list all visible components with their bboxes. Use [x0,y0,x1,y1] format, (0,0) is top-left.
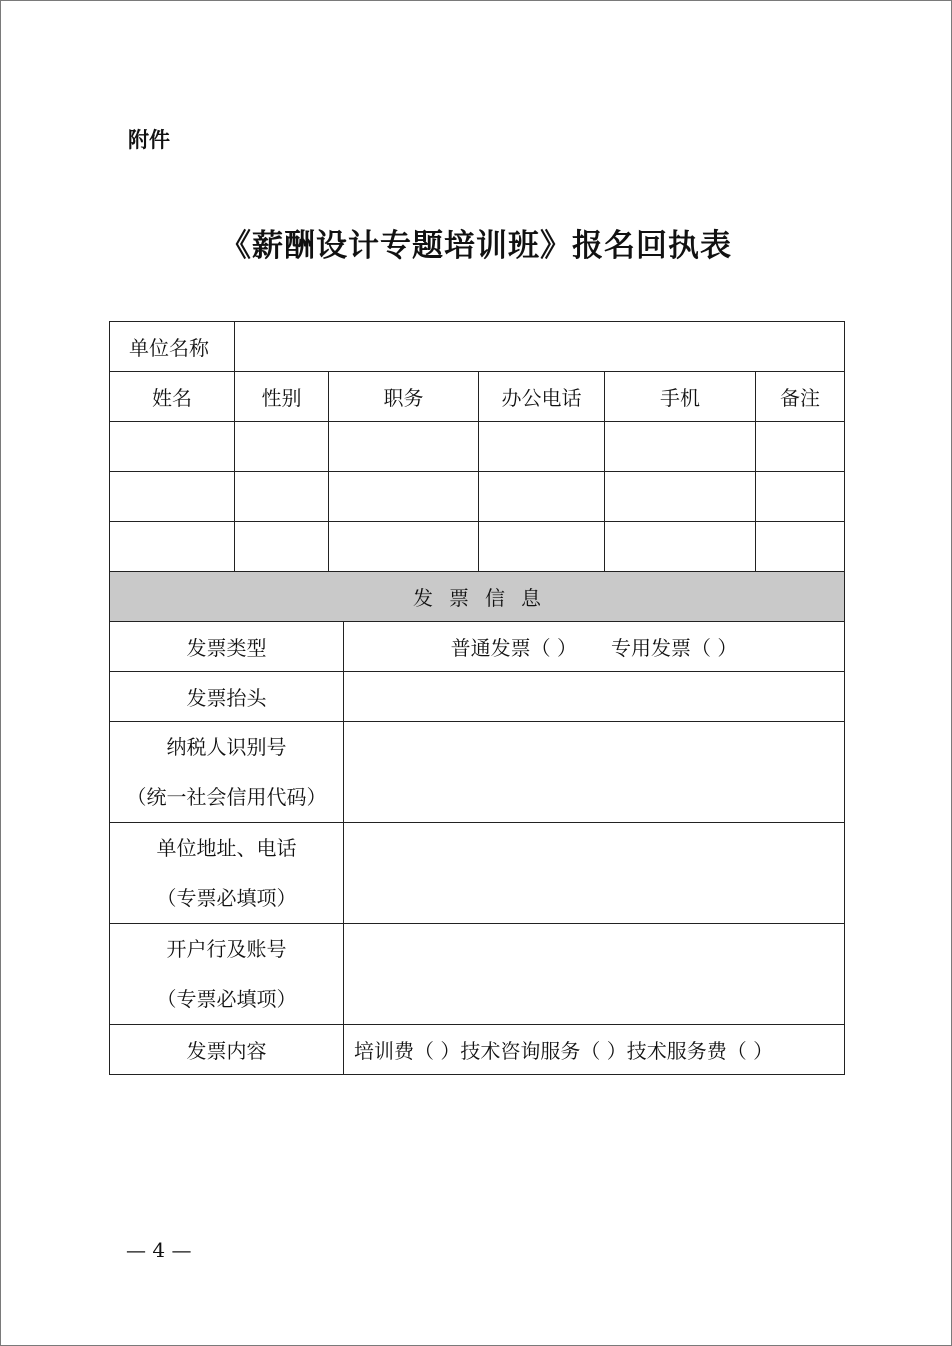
attendee-row [110,422,845,472]
unit-name-label: 单位名称 [110,322,235,372]
address-phone-label-cell [110,823,344,924]
taxpayer-id-note: （统一社会信用代码） [126,785,327,809]
taxpayer-id-label-cell [110,722,344,823]
registration-form-table [109,321,845,1075]
attendee-remarks-field[interactable] [756,472,845,522]
taxpayer-id-field[interactable] [344,722,845,823]
invoice-content-row [110,1025,845,1075]
invoice-content-label: 发票内容 [110,1025,344,1075]
invoice-type-label: 发票类型 [110,622,344,672]
attendee-mobile-field[interactable] [605,472,756,522]
address-phone-field[interactable] [344,823,845,924]
attendee-position-field[interactable] [329,422,479,472]
invoice-type-regular-option[interactable]: 普通发票（ ） [450,636,578,660]
bank-account-row [110,924,845,1025]
invoice-header-field[interactable] [344,672,845,722]
column-header-mobile: 手机 [605,372,756,422]
invoice-section-title: 发票信息 [110,572,845,622]
invoice-type-row [110,622,845,672]
column-header-office-phone: 办公电话 [479,372,605,422]
attendee-row [110,522,845,572]
invoice-content-options[interactable]: 培训费（ ）技术咨询服务（ ）技术服务费（ ） [344,1025,845,1075]
attendee-name-field[interactable] [110,472,235,522]
invoice-type-special-option[interactable]: 专用发票（ ） [611,636,738,660]
invoice-header-row [110,672,845,722]
attendee-name-field[interactable] [110,522,235,572]
attendee-remarks-field[interactable] [756,422,845,472]
address-phone-note: （专票必填项） [156,886,297,910]
attachment-label: 附件 [128,128,170,152]
attendee-row [110,472,845,522]
attendee-mobile-field[interactable] [605,522,756,572]
attendee-office-phone-field[interactable] [479,522,605,572]
attendee-position-field[interactable] [329,472,479,522]
page-number: — 4 — [126,1238,192,1262]
attendee-office-phone-field[interactable] [479,472,605,522]
column-header-position: 职务 [329,372,479,422]
taxpayer-id-row [110,722,845,823]
column-header-remarks: 备注 [756,372,845,422]
invoice-type-options [344,622,845,672]
bank-account-field[interactable] [344,924,845,1025]
invoice-header-label: 发票抬头 [110,672,344,722]
address-phone-label: 单位地址、电话 [156,836,297,860]
attendee-mobile-field[interactable] [605,422,756,472]
unit-name-field[interactable] [235,322,845,372]
document-title: 《薪酬设计专题培训班》报名回执表 [220,228,732,264]
bank-account-label: 开户行及账号 [166,937,287,961]
attendee-gender-field[interactable] [235,472,329,522]
attendee-remarks-field[interactable] [756,522,845,572]
attendee-position-field[interactable] [329,522,479,572]
attendee-header-row [110,372,845,422]
attendee-gender-field[interactable] [235,422,329,472]
column-header-gender: 性别 [235,372,329,422]
column-header-name: 姓名 [110,372,235,422]
attendee-office-phone-field[interactable] [479,422,605,472]
attendee-name-field[interactable] [110,422,235,472]
address-phone-row [110,823,845,924]
invoice-section-row [110,572,845,622]
unit-name-row [110,322,845,372]
taxpayer-id-label: 纳税人识别号 [166,735,287,759]
attendee-gender-field[interactable] [235,522,329,572]
bank-account-note: （专票必填项） [156,987,297,1011]
bank-account-label-cell [110,924,344,1025]
